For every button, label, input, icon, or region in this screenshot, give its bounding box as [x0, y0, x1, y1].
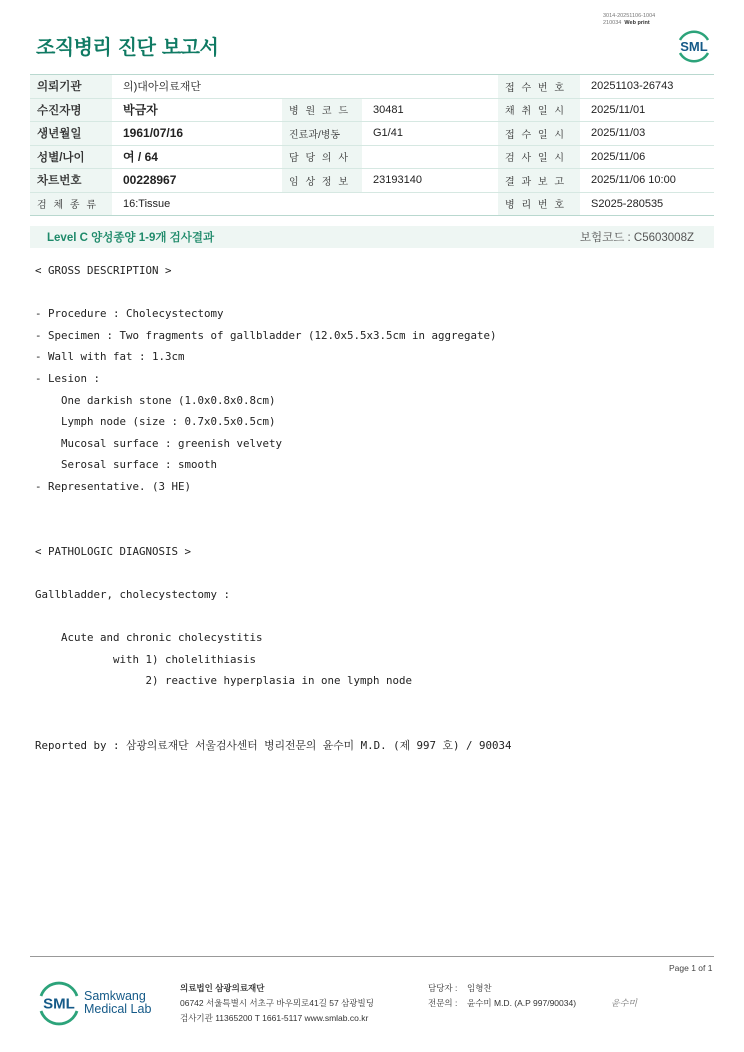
staff-name: 임형찬 — [467, 983, 492, 993]
report-line — [35, 692, 725, 714]
requesting-org-value: 의)대아의료재단 — [123, 81, 202, 94]
report-line: 2) reactive hyperplasia in one lymph node — [35, 674, 413, 688]
print-code-line1: 3014-20251106-1004 — [603, 13, 656, 19]
report-title: 조직병리 진단 보고서 — [36, 35, 219, 59]
report-line: Gallbladder, cholecystectomy : — [35, 587, 231, 601]
report-body — [35, 260, 725, 757]
footer-divider — [30, 956, 714, 957]
test-result-bar — [30, 226, 714, 248]
collection-date-label: 채 취 일 시 — [498, 99, 580, 122]
logo-text: SML — [680, 39, 708, 54]
report-line: - Lesion : — [35, 371, 101, 385]
patient-name-value: 박금자 — [123, 103, 158, 118]
patient-info-table — [30, 74, 714, 216]
staff-info — [428, 981, 576, 1011]
exam-date-label: 검 사 일 시 — [498, 146, 580, 169]
report-line — [35, 282, 725, 304]
pathology-no-label: 병 리 번 호 — [498, 193, 580, 216]
chart-no-value: 00228967 — [123, 173, 177, 188]
insurance-code: 보험코드 : C5603008Z — [579, 232, 694, 244]
logo-line2: Medical Lab — [84, 1002, 152, 1016]
page-number: Page 1 of 1 — [669, 963, 713, 973]
chart-no-label: 차트번호 — [30, 169, 112, 192]
org-contact: 검사기관 11365200 T 1661-5117 www.smlab.co.kr — [180, 1013, 369, 1023]
report-line — [35, 498, 725, 520]
report-line: - Wall with fat : 1.3cm — [35, 350, 185, 364]
dob-label: 생년월일 — [30, 122, 112, 145]
org-info — [180, 981, 374, 1026]
report-line — [35, 562, 725, 584]
report-line: Acute and chronic cholecystitis — [35, 631, 263, 645]
signature: 윤수미 — [611, 999, 638, 1009]
sex-age-value: 여 / 64 — [123, 150, 158, 165]
physician-value — [362, 146, 498, 169]
department-label: 진료과/병동 — [282, 122, 362, 145]
collection-date-value: 2025/11/01 — [591, 103, 646, 116]
info-row — [30, 99, 714, 123]
hospital-code-value: 30481 — [373, 103, 404, 116]
receipt-no-label: 접 수 번 호 — [498, 75, 580, 98]
dob-value: 1961/07/16 — [123, 126, 184, 141]
receipt-date-label: 접 수 일 시 — [498, 122, 580, 145]
report-line — [35, 606, 725, 628]
print-code-line2: 210034 — [603, 20, 622, 26]
receipt-date-value: 2025/11/03 — [591, 127, 646, 140]
report-date-label: 결 과 보 고 — [498, 169, 580, 192]
info-row — [30, 193, 714, 217]
report-line: Mucosal surface : greenish velvety — [35, 436, 283, 450]
staff-label: 담당자 : — [428, 983, 458, 993]
info-row — [30, 122, 714, 146]
info-row — [30, 146, 714, 170]
pathology-no-value: S2025-280535 — [591, 197, 664, 210]
physician-label: 담 당 의 사 — [282, 146, 362, 169]
exam-date-value: 2025/11/06 — [591, 150, 646, 163]
test-name: Level C 양성종양 1-9개 검사결과 — [47, 232, 215, 244]
org-address: 06742 서울특별시 서초구 바우뫼로41길 57 삼광빌딩 — [180, 998, 374, 1008]
footer-logo-text: SML — [43, 995, 75, 1013]
requesting-org-label: 의뢰기관 — [30, 75, 112, 98]
footer-logo — [36, 980, 156, 1026]
report-line: - Procedure : Cholecystectomy — [35, 307, 224, 321]
report-line: < PATHOLOGIC DIAGNOSIS > — [35, 544, 192, 558]
report-line — [35, 713, 725, 735]
specialist-name: 윤수미 M.D. (A.P 997/90034) — [467, 998, 577, 1008]
sml-footer-logo-icon — [36, 980, 82, 1026]
report-line — [35, 519, 725, 541]
info-row — [30, 169, 714, 193]
patient-name-label: 수진자명 — [30, 99, 112, 122]
department-value: G1/41 — [373, 127, 403, 140]
specialist-label: 전문의 : — [428, 998, 458, 1008]
print-code — [603, 13, 655, 27]
report-line: with 1) cholelithiasis — [35, 652, 257, 666]
report-line: One darkish stone (1.0x0.8x0.8cm) — [35, 393, 276, 407]
specimen-type-value: 16:Tissue — [123, 197, 171, 210]
specimen-type-label: 검 체 종 류 — [30, 193, 112, 216]
report-line: - Representative. (3 HE) — [35, 479, 192, 493]
report-line: Reported by : 삼광의료재단 서울검사센터 병리전문의 윤수미 M.D. (제 997 호) / 90034 — [35, 739, 512, 753]
report-line: Serosal surface : smooth — [35, 458, 218, 472]
sml-logo-icon — [674, 26, 714, 66]
report-line: - Specimen : Two fragments of gallbladder (12.0x5.5x3.5cm in aggregate) — [35, 328, 497, 342]
clinical-info-label: 임 상 정 보 — [282, 169, 362, 192]
org-name: 의료법인 삼광의료재단 — [180, 983, 265, 993]
receipt-no-value: 20251103-26743 — [591, 80, 674, 93]
info-row — [30, 75, 714, 99]
logo-line1: Samkwang — [84, 989, 146, 1003]
clinical-info-value: 23193140 — [373, 174, 422, 187]
sex-age-label: 성별/나이 — [30, 146, 112, 169]
report-line: Lymph node (size : 0.7x0.5x0.5cm) — [35, 415, 276, 429]
report-date-value: 2025/11/06 10:00 — [591, 174, 676, 187]
hospital-code-label: 병 원 코 드 — [282, 99, 362, 122]
web-print-label: Web print — [624, 20, 650, 26]
report-line: < GROSS DESCRIPTION > — [35, 264, 172, 277]
